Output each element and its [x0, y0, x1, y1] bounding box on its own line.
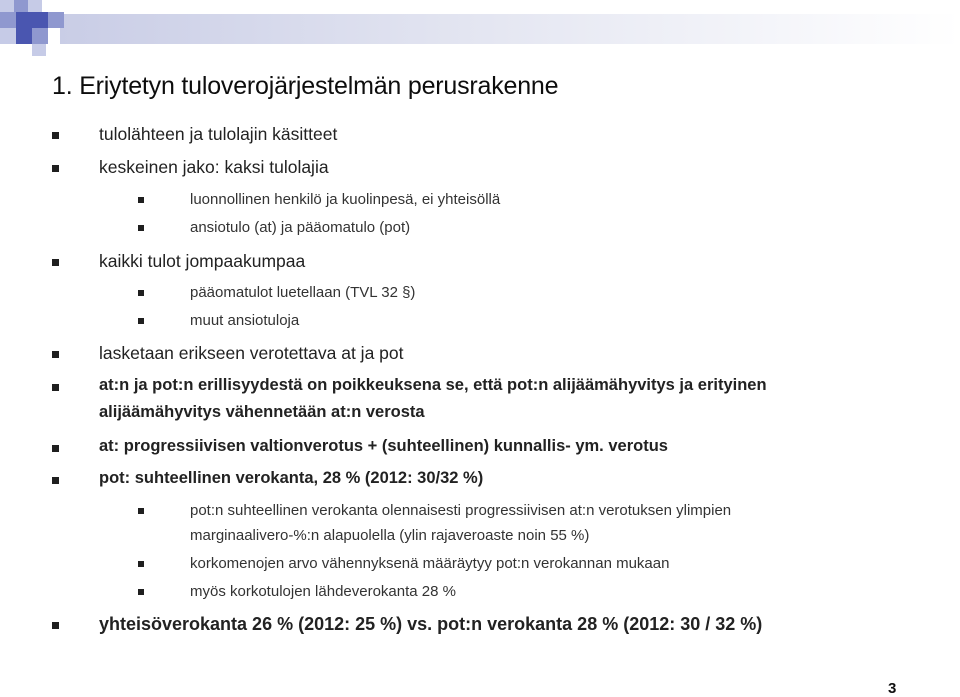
deco-square-9: [16, 28, 32, 44]
deco-square-5: [16, 12, 32, 28]
bullet-text: pot:n suhteellinen verokanta olennaisesti progressiivisen at:n verotuksen ylimpien: [190, 502, 732, 519]
bullet-text: myös korkotulojen lähdeverokanta 28 %: [190, 583, 456, 600]
square-bullet-icon: [52, 165, 59, 172]
deco-square-4: [0, 12, 16, 28]
deco-square-6: [32, 12, 48, 28]
bullet-text: muut ansiotuloja: [190, 312, 300, 329]
deco-square-3: [28, 0, 42, 12]
square-bullet-icon: [52, 259, 59, 266]
bullet-text: yhteisöverokanta 26 % (2012: 25 %) vs. pot:n verokanta 28 % (2012: 30 / 32 %): [99, 614, 763, 634]
bullet-text: kaikki tulot jompaakumpaa: [99, 251, 306, 271]
bullet-text: lasketaan erikseen verotettava at ja pot: [99, 343, 404, 363]
bullet-text: pääomatulot luetellaan (TVL 32 §): [190, 284, 416, 301]
square-bullet-icon: [52, 622, 59, 629]
square-bullet-icon: [138, 197, 144, 203]
bullet-text: pot: suhteellinen verokanta, 28 % (2012: 30/32 %): [99, 469, 484, 487]
square-bullet-icon: [52, 477, 59, 484]
header-decoration: [0, 0, 960, 70]
bullet-text: at: progressiivisen valtionverotus + (suhteellinen) kunnallis- ym. verotus: [99, 437, 668, 455]
square-bullet-icon: [138, 225, 144, 231]
deco-square-7: [48, 12, 64, 28]
deco-square-10: [32, 28, 48, 44]
square-bullet-icon: [52, 445, 59, 452]
page-number: 3: [888, 680, 897, 697]
header-bar: [60, 14, 960, 44]
deco-square-11: [32, 44, 46, 56]
bullet-text-continuation: marginaalivero-%:n alapuolella (ylin rajaveroaste noin 55 %): [190, 527, 590, 544]
square-bullet-icon: [138, 290, 144, 296]
bullet-text: ansiotulo (at) ja pääomatulo (pot): [190, 219, 411, 236]
square-bullet-icon: [138, 508, 144, 514]
square-bullet-icon: [52, 384, 59, 391]
bullet-text: keskeinen jako: kaksi tulolajia: [99, 157, 329, 177]
bullet-text: tulolähteen ja tulolajin käsitteet: [99, 124, 338, 144]
bullet-text: luonnollinen henkilö ja kuolinpesä, ei yhteisöllä: [190, 191, 501, 208]
square-bullet-icon: [52, 351, 59, 358]
square-bullet-icon: [52, 132, 59, 139]
deco-square-2: [14, 0, 28, 12]
deco-square-8: [0, 28, 16, 44]
bullet-text-continuation: alijäämähyvitys vähennetään at:n verosta: [99, 403, 425, 421]
slide-title: 1. Eriytetyn tuloverojärjestelmän perusrakenne: [52, 72, 559, 100]
square-bullet-icon: [138, 318, 144, 324]
deco-square-1: [0, 0, 14, 12]
square-bullet-icon: [138, 589, 144, 595]
bullet-text: korkomenojen arvo vähennyksenä määräytyy pot:n verokannan mukaan: [190, 555, 670, 572]
bullet-text: at:n ja pot:n erillisyydestä on poikkeuksena se, että pot:n alijäämähyvitys ja erityinen: [99, 376, 767, 394]
square-bullet-icon: [138, 561, 144, 567]
